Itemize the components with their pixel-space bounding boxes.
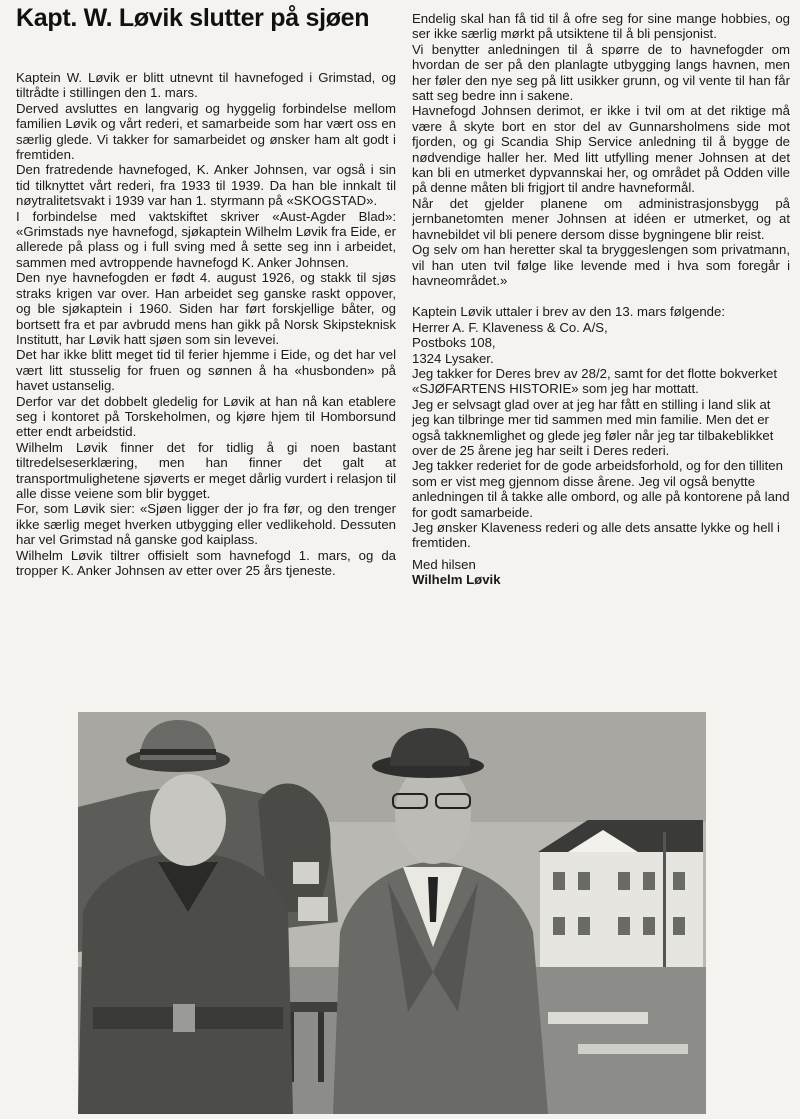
letter: [412, 304, 790, 587]
letter-paragraph: Jeg er selvsagt glad over at jeg har fått en stilling i land slik at jeg kan tilbringe mer tid sammen med min familie. Men det er også takknemlighet og glede jeg føler når jeg tar tilbakeblikket over de 25 årene jeg har seilt i Deres rederi.: [412, 396, 774, 458]
letter-signature: Wilhelm Løvik: [412, 572, 501, 588]
photo-two-harbour-masters: [78, 712, 706, 1114]
paragraph: Havnefogd Johnsen derimot, er ikke i tvil om at det riktige må være å skyte bort en stor del av Gunnarsholmens side mot fjorden, og gi Scandia Ship Service anledning til å bygge de nødvendige haller her. Med litt utfylling mener Johnsen at det kan bli en utmerket dypvannskai her, og området på Odden ville på denne måten bli frigjort til andre havneformål.: [412, 103, 790, 196]
letter-paragraph: Jeg takker for Deres brev av 28/2, samt for det flotte bokverket «SJØFARTENS HISTORIE» som jeg har mottatt.: [412, 365, 778, 397]
letter-intro: Kaptein Løvik uttaler i brev av den 13. mars følgende:: [412, 304, 725, 320]
left-column: [16, 70, 396, 578]
paragraph: I forbindelse med vaktskiftet skriver «Aust-Agder Blad»: «Grimstads nye havnefogd, sjøkaptein Wilhelm Løvik fra Eide, er allerede på plass og i full sving med å sette seg inn i arbeidet, sammen med avtroppende havnefogd K. Anker Johnsen.: [16, 208, 396, 270]
paragraph: Derfor var det dobbelt gledelig for Løvik at han nå kan etablere seg i kontoret på Torskeholmen, og kjøre hjem til Homborsund etter endt arbeidstid.: [16, 393, 396, 440]
paragraph: Det har ikke blitt meget tid til ferier hjemme i Eide, og det har vel vært litt stusselig for fruen og sønnen å ha «husbonden» på havet ustanselig.: [16, 347, 396, 394]
paragraph: Derved avsluttes en langvarig og hyggelig forbindelse mellom familien Løvik og vårt rederi, et samarbeide som har vært oss en særlig glede. Vi takker for samarbeidet og ønsker ham alt godt i fremtiden.: [16, 100, 396, 163]
letter-address-line: Postboks 108,: [412, 335, 496, 351]
paragraph: Wilhelm Løvik tiltrer offisielt som havnefogd 1. mars, og da tropper K. Anker Johnsen av etter over 25 års tjeneste.: [16, 547, 396, 578]
letter-address-line: 1324 Lysaker.: [412, 350, 494, 366]
paragraph: Endelig skal han få tid til å ofre seg for sine mange hobbies, og ser ikke særlig mørkt på utsiktene til å bli pensjonist.: [412, 11, 790, 42]
paragraph: Wilhelm Løvik finner det for tidlig å gi noen bastant tiltredelseserklæring, men han finner det galt at transportmulighetene sjøverts er meget dårlig vurdert i relasjon til alle disse veiene som blir bygget.: [16, 439, 396, 501]
letter-address-line: Herrer A. F. Klaveness & Co. A/S,: [412, 319, 608, 335]
letter-signoff: [412, 557, 790, 588]
paragraph: Når det gjelder planene om administrasjonsbygg på jernbanetomten mener Johnsen at idéen er utmerket, og at havnebildet vil bli penere dersom disse bygningene blir reist.: [412, 195, 790, 242]
letter-closing: Med hilsen: [412, 556, 476, 572]
paragraph: Kaptein W. Løvik er blitt utnevnt til havnefoged i Grimstad, og tiltrådte i stillingen den 1. mars.: [16, 70, 396, 101]
letter-paragraph: Jeg ønsker Klaveness rederi og alle dets ansatte lykke og hell i fremtiden.: [412, 520, 780, 551]
right-column: [412, 11, 790, 588]
paragraph: Den fratredende havnefoged, K. Anker Johnsen, var også i sin tid tilknyttet vårt rederi, fra 1933 til 1939. Da han ble innkalt til nøytralitetsvakt i 1939 var han 1. styrmann på «SKOGSTAD».: [16, 162, 396, 209]
paragraph: Den nye havnefogden er født 4. august 1926, og stakk til sjøs straks krigen var over. Han arbeidet seg ganske raskt oppover, og ble sjøkaptein i 1960. Siden har ført forskjellige båter, og bortsett fra et par avbrudd mens han gikk på Norsk Skipsteknisk Institutt, har Løvik hatt sjøen som sin levevei.: [16, 270, 396, 347]
article-title: Kapt. W. Løvik slutter på sjøen: [16, 4, 370, 32]
paragraph: For, som Løvik sier: «Sjøen ligger der jo fra før, og den trenger ikke særlig meget hverken utbygging eller vedlikehold. Dessuten har vel Grimstad nå ganske god kaiplass.: [16, 501, 396, 548]
paragraph: Og selv om han heretter skal ta bryggeslengen som privatmann, vil han uten tvil følge like levende med i hva som foregår i havneområdet.»: [412, 242, 790, 288]
paragraph: Vi benytter anledningen til å spørre de to havnefogder om hvordan de ser på den planlagte utbygging langs havnen, men her føler den nye seg på litt usikker grunn, og vil vente til han får satt seg bedre inn i sakene.: [412, 41, 790, 104]
letter-paragraph: Jeg takker rederiet for de gode arbeidsforhold, og for den tilliten som er vist meg gjennom disse årene. Jeg vil også benytte anledningen til å takke alle ombord, og alle på kontorene på land for godt samarbeide.: [412, 458, 790, 520]
